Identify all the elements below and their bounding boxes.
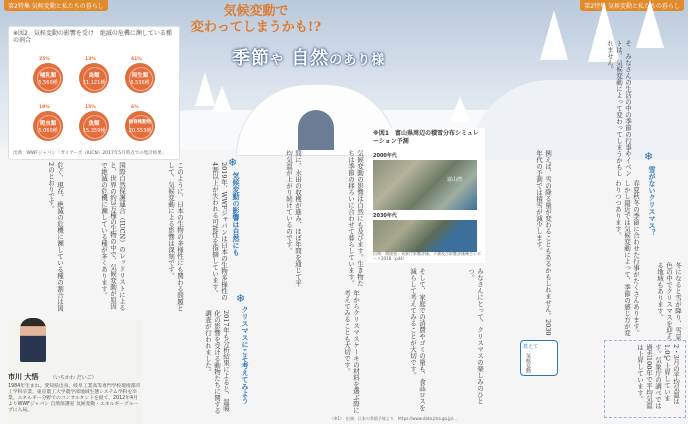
title-nature: 自然 [291, 48, 330, 69]
species-circle-birds [79, 63, 109, 93]
snow-tree [450, 96, 470, 122]
snowflake-icon: ❄ [644, 150, 654, 163]
text-column: 年からクリスマスケーキの材料を選ぶ際に考えてみることも大切です。 [343, 290, 360, 414]
figure1-snow-map [367, 128, 485, 263]
species-name: 哺乳類 [39, 73, 57, 79]
headline-line2: 変わってしまうかも!? [190, 20, 322, 35]
text-column: 春夏秋冬の季節に合わせた行事がたくさんあります。しかし最近では気候変動によって、季節の感じ方が変わりつつあります。 [614, 180, 640, 336]
species-count: 5,060種 [38, 128, 58, 134]
page-footer: （※1） 出典：日本の季節予報より https://www.data.jma.go.jp/... [330, 416, 457, 421]
bubble-text: 気候変動 [525, 353, 531, 373]
figure2-species-chart [8, 26, 180, 160]
species-pct: 15% [85, 105, 96, 110]
author-name: 市川 大悟 [8, 373, 39, 381]
species-circle-fish [79, 111, 109, 141]
text-column: そ みなさんの生活の中の季節の行事やイベントは、気候変動によって変わってしまうかもしれません。 [606, 40, 632, 177]
header-right: 第2特集 気候変動と私たちの暮らし [580, 0, 684, 11]
text-column: 2019年、WWFジャパンは日本の生物多様性の4割以上が失われる可能性を指摘しています。 [211, 162, 228, 301]
snow-tree [636, 0, 664, 48]
text-column: 2・3月の平均気温は1.0℃上昇しています。気象庁の調べでは過去100年で平均気温は上昇しています。 [636, 344, 680, 409]
species-circle-mammals [33, 63, 63, 93]
text-column: 危ぐ、現在、絶滅の危機に瀕している種の割合は図2のとおりです。 [47, 162, 64, 312]
figure1-source: 出典：環境省・気象庁影響評価、予測及び影響評価統合レポート2018（p44） [373, 251, 481, 261]
species-count: 5,560種 [38, 80, 58, 86]
species-name: 鳥類 [88, 73, 100, 79]
title-seasons: 季節 [232, 48, 270, 69]
igloo-door [298, 110, 334, 150]
text-column: 例えば、雪の降る量が変わることもあるかもしれません。2030年代の予測では積雪が減少します。 [535, 150, 552, 336]
page-title [232, 44, 385, 70]
author-reading: （いちかわ だいご） [50, 375, 97, 381]
map-2000s [373, 160, 477, 210]
species-count: 6,536種 [130, 80, 150, 86]
section-heading-christmas: クリスマスにこそ考えてみよう [241, 306, 249, 404]
text-column: そして、家庭での消費やゴミの量も、食品ロスを減らして考えてみることが大切です。 [409, 268, 426, 411]
section-heading-nature: 気候変動の影響は自然にも [232, 172, 240, 256]
author-avatar [20, 318, 46, 362]
year-label-2030s: 2030年代 [373, 213, 397, 219]
species-count: 11,121種 [82, 80, 106, 86]
text-column: 間に、水田の収穫が進み、ほぼ年間を通じて平均気温が上がり続けているのです。 [285, 150, 302, 287]
figure1-caption: ※図1 富山県周辺の積雪分布シミュレーション予測 [373, 130, 479, 145]
section-heading-missing-snow: 雪がないクリスマス？ [648, 166, 656, 236]
title-noarisama: のあり様 [329, 53, 386, 68]
year-label-2000s: 2000年代 [373, 153, 397, 159]
headline-line1: 気候変動で [223, 4, 289, 19]
snow-tree [212, 86, 232, 112]
text-column: 冬になると雪が降り、雪景色の中でクリスマスを迎える地域もあります。 [656, 262, 682, 340]
title-ya: や [270, 53, 285, 68]
map-2030s [373, 220, 477, 252]
bubble-label: 教えて [523, 344, 539, 350]
text-column: このように、日本の生物の多様性にも関わる問題として、気候変動による影響は深刻です。 [167, 162, 184, 312]
species-count: 15,359種 [82, 128, 106, 134]
species-name: 無脊椎動物 [128, 120, 152, 125]
figure2-caption: ※図2 気候変動の影響を受け 絶滅の危機に瀕している種の割合 [13, 30, 172, 44]
bay-label: 富山湾 [447, 177, 463, 183]
species-name: 爬虫類 [39, 121, 57, 127]
headline [186, 4, 326, 36]
text-column: 気候変動の影響は自然にも及びます。生き物たちは季節の移ろいに合わせて暮らしています。 [347, 150, 364, 287]
species-count: 20,553種 [128, 128, 152, 134]
text-column: みなさんにとって、クリスマスの楽しみのひとつ。 [467, 268, 484, 405]
text-column: 2017年も分析結果によると、温暖化の影響を受ける動物たちに関する調査が行われました。 [204, 310, 230, 414]
species-pct: 41% [131, 57, 142, 62]
species-circle-reptiles [33, 111, 63, 141]
species-circle-amphibians [125, 63, 155, 93]
species-name: 両生類 [131, 73, 149, 79]
info-bubble [520, 340, 558, 376]
species-pct: 13% [85, 57, 96, 62]
species-pct: 19% [39, 105, 50, 110]
snowflake-icon: ❄ [228, 156, 238, 169]
figure2-source-note: 出典：WWFジャパン「ガイアーズ（IUCN）2017年5月時点での集計結果」 [13, 151, 167, 156]
species-pct: 6% [131, 105, 139, 110]
text-column: 国際自然保護連合（IUCN）のレッドリストによると、世界の約3万種の生物の中で、気候変動が原因で絶滅の危機に瀕している種が多くあります。 [100, 162, 126, 311]
species-pct: 25% [39, 57, 50, 62]
species-circle-invertebrates [125, 111, 155, 141]
header-left: 第2特集 気候変動と私たちの暮らし [4, 0, 108, 11]
species-name: 魚類 [88, 121, 100, 127]
author-bio: 1984年生まれ。愛知県出身。岐阜工業高等専門学校環境都市工学科卒業、東京農工大学農学部地域生態システム学科を卒業。エネルギー分野でのコンサルタントを経て、2012年4月よりWWFジャパン 自然保護室 気候変動・エネルギーグループに入局。 [8, 384, 141, 413]
snowflake-icon: ❄ [236, 292, 246, 305]
